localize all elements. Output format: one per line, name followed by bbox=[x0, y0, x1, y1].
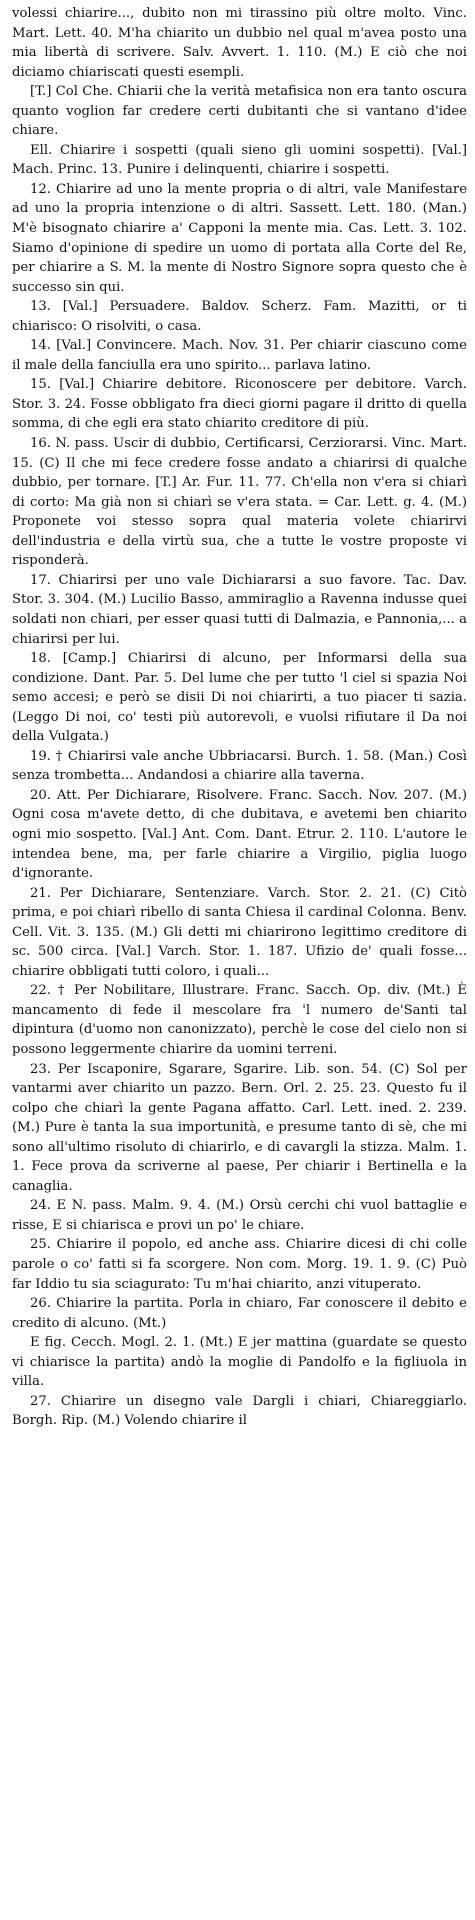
sense-18: 18. [Camp.] Chiarirsi di alcuno, per Informarsi della sua condizione. Dant. Par. 5. Del lume che per tutto 'l ciel si spazia Noi semo accesi; e però se disii Di noi chiarirti, a tuo piacer ti sazia. (Leggo Di noi, co' testi più autorevoli, e vuolsi rifiutare il Da noi della Vulgata.) bbox=[12, 651, 467, 745]
sense-16: 16. N. pass. Uscir di dubbio, Certificarsi, Cerziorarsi. Vinc. Mart. 15. (C) Il che mi fece credere fosse andato a chiarirsi di qualche dubbio, per tornare. [T.] Ar. Fur. 11. 77. Ch'ella non v'era si chiarì di corto: Ma già non si chiarì se v'era stata. = Car. Lett. g. 4. (M.) Proponete voi stesso sopra qual materia volete chiarirvi dell'industria e della virtù sua, che a tutte le vostre proposte vi risponderà. bbox=[12, 436, 467, 569]
sense-26: 26. Chiarire la partita. Porla in chiaro, Far conoscere il debito e credito di alcuno. (Mt.) bbox=[12, 1296, 467, 1331]
entry-ellipsis: Ell. Chiarire i sospetti (quali sieno gli uomini sospetti). [Val.] Mach. Princ. 13. Punire i delinquenti, chiarire i sospetti. bbox=[12, 142, 467, 178]
sense-21: 21. Per Dichiarare, Sentenziare. Varch. Stor. 2. 21. (C) Citò prima, e poi chiarì ribello di santa Chiesa il cardinal Colonna. Benv. Cell. Vit. 3. 135. (M.) Gli detti mi chiarirono legittimo creditore di sc. 500 circa. [Val.] Varch. Stor. 1. 187. Ufizio de' quali fosse... chiarire obbligati tutti coloro, i quali... bbox=[12, 885, 467, 979]
sense-27: 27. Chiarire un disegno vale Dargli i chiari, Chiareggiarlo. Borgh. Rip. (M.) Volendo chiarire il bbox=[12, 1393, 467, 1429]
sense-12: 12. Chiarire ad uno la mente propria o di altri, vale Manifestare ad uno la propria intenzione o di altri. Sassett. Lett. 180. (Man.) M'è bisognato chiarire a' Capponi la mente mia. Cas. Lett. 3. 102. Siamo d'opinione di spedire un uomo di portata alla Corte del Re, per chiarire a S. M. la mente di Nostro Signore sopra questo che è successo sin qui. bbox=[12, 181, 467, 295]
sense-26-figurative: E fig. Cecch. Mogl. 2. 1. (Mt.) E jer mattina (guardate se questo vi chiarisce la partita) andò la moglie di Pandolfo e la figliuola in villa. bbox=[12, 1335, 467, 1390]
entry-col-che: [T.] Col Che. Chiarii che la verità metafisica non era tanto oscura quanto voglion far credere certi dubitanti che si vantano d'idee chiare. bbox=[12, 84, 467, 139]
sense-22: 22. † Per Nobilitare, Illustrare. Franc. Sacch. Op. div. (Mt.) È mancamento di fede il mescolare fra 'l numero de'Santi tal dipintura (d'uomo non canonizzato), perchè le cose del cielo non si possono leggermente chiarire da uomini terreni. bbox=[12, 983, 467, 1057]
sense-15: 15. [Val.] Chiarire debitore. Riconoscere per debitore. Varch. Stor. 3. 24. Fosse obbligato fra dieci giorni pagare il dritto di quella somma, di che egli era stato chiarito creditore di più. bbox=[12, 377, 467, 432]
sense-20: 20. Att. Per Dichiarare, Risolvere. Franc. Sacch. Nov. 207. (M.) Ogni cosa m'avete detto, di che dubitava, e avetemi ben chiarito ogni mio sospetto. [Val.] Ant. Com. Dant. Etrur. 2. 110. L'autore le intendea bene, ma, per farle chiarire a Virgilio, piglia luogo d'ignorante. bbox=[12, 787, 467, 882]
sense-23: 23. Per Iscaponire, Sgarare, Sgarire. Lib. son. 54. (C) Sol per vantarmi aver chiarito un pazzo. Bern. Orl. 2. 25. 23. Questo fu il colpo che chiarì la gente Pagana affatto. Carl. Lett. ined. 2. 239. (M.) Pure è tanta la sua importunità, e presume tanto di sè, che mi sono all'ultimo risoluto di chiarirlo, e di cavargli la stizza. Malm. 1. 1. Fece prova da scriverne al paese, Per chiarir i Bertinella e la canaglia. bbox=[12, 1061, 467, 1194]
sense-25: 25. Chiarire il popolo, ed anche ass. Chiarire dicesi di chi colle parole o co' fatti si fa scorgere. Non com. Morg. 19. 1. 9. (C) Può far Iddio tu sia sciagurato: Tu m'hai chiarito, anzi vituperato. bbox=[12, 1237, 467, 1292]
entry-continuation: volessi chiarire..., dubito non mi tirassino più oltre molto. Vinc. Mart. Lett. 40. M'ha chiarito un dubbio nel qual m'avea posto una mia libertà di scrivere. Salv. Avvert. 1. 110. (M.) E ciò che noi diciamo chiariscati questi esempli. bbox=[12, 6, 467, 80]
sense-13: 13. [Val.] Persuadere. Baldov. Scherz. Fam. Mazitti, or ti chiarisco: O risolviti, o casa. bbox=[12, 299, 467, 334]
sense-19: 19. † Chiarirsi vale anche Ubbriacarsi. Burch. 1. 58. (Man.) Così senza trombetta... Andandosi a chiarire alla taverna. bbox=[12, 748, 467, 784]
sense-24: 24. E N. pass. Malm. 9. 4. (M.) Orsù cerchi chi vuol battaglie e risse, E si chiarisca e provi un po' le chiare. bbox=[12, 1198, 467, 1233]
sense-14: 14. [Val.] Convincere. Mach. Nov. 31. Per chiarir ciascuno come il male della fanciulla era uno spirito... parlava latino. bbox=[12, 338, 467, 373]
sense-17: 17. Chiarirsi per uno vale Dichiararsi a suo favore. Tac. Dav. Stor. 3. 304. (M.) Lucilio Basso, ammiraglio a Ravenna indusse quei soldati non chiari, per esser quasi tutti di Dalmazia, e Pannonia,... a chiarirsi per lui. bbox=[12, 572, 467, 647]
